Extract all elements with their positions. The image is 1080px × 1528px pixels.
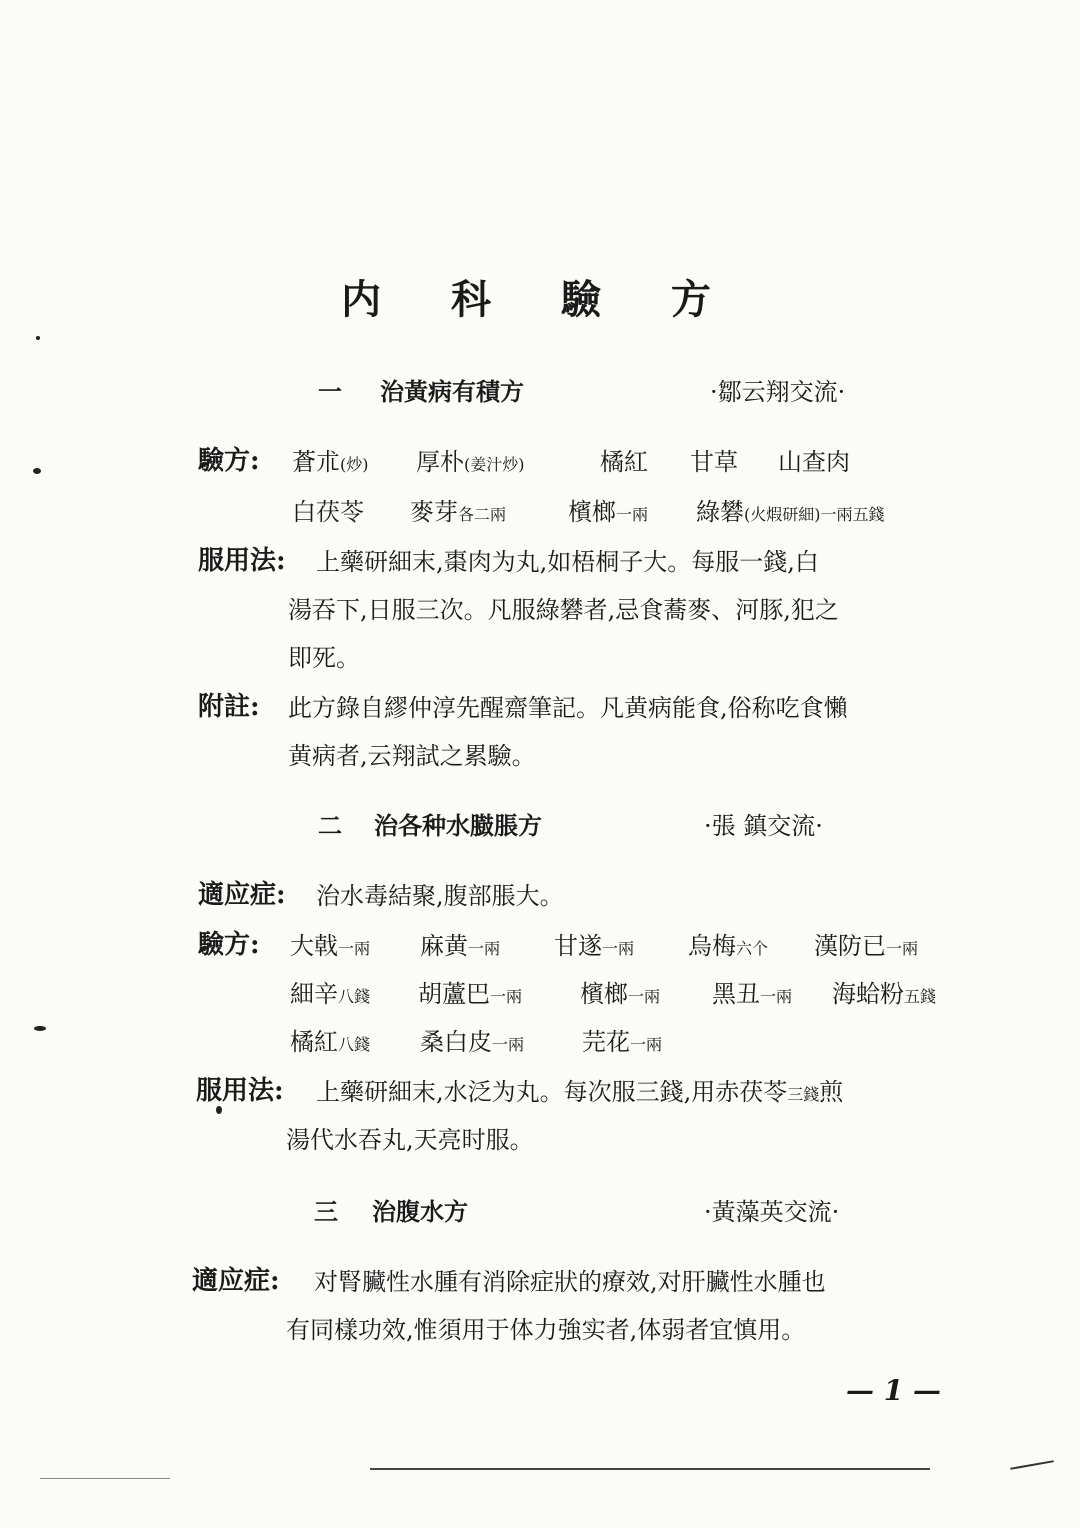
s2-herb: 桑白皮一兩	[420, 1028, 525, 1056]
section-2-number: 二	[318, 812, 342, 840]
s2-usage-line: 上藥研細末,水泛为丸。每次服三錢,用赤茯苓三錢煎	[316, 1078, 844, 1106]
s1-herb: 橘紅	[600, 448, 648, 476]
s1-usage-line: 上藥研細末,棗肉为丸,如梧桐子大。每服一錢,白	[316, 548, 819, 576]
scan-speck	[34, 1026, 46, 1031]
section-1-number: 一	[318, 378, 342, 406]
page-number: — 1 —	[846, 1374, 941, 1407]
s1-herb: 蒼朮(炒)	[292, 448, 369, 476]
s1-note-line: 黄病者,云翔試之累驗。	[288, 742, 536, 770]
scan-speck	[36, 336, 40, 340]
s1-usage-line: 湯吞下,日服三次。凡服綠礬者,忌食蕎麥、河豚,犯之	[288, 596, 839, 624]
s2-herb: 烏梅六个	[688, 932, 769, 960]
s2-herb: 甘遂一兩	[554, 932, 635, 960]
s2-herb: 麻黄一兩	[420, 932, 501, 960]
s1-yanfang-label: 驗方:	[198, 446, 260, 476]
scan-speck	[33, 468, 41, 474]
s1-herb: 白茯苓	[292, 498, 364, 526]
s3-indication-line: 对腎臟性水腫有消除症狀的療效,对肝臟性水腫也	[314, 1268, 826, 1296]
s1-herb: 麥芽各二兩	[410, 498, 507, 526]
s2-indication: 治水毒結聚,腹部脹大。	[316, 882, 564, 910]
s2-herb: 海蛤粉五錢	[832, 980, 937, 1008]
s2-usage-label: 服用法:	[196, 1076, 284, 1106]
s2-usage-line: 湯代水吞丸,天亮时服。	[286, 1126, 534, 1154]
s1-herb: 檳榔一兩	[568, 498, 649, 526]
section-2-contributor: ·張 鎮交流·	[704, 812, 823, 840]
section-1-contributor: ·鄒云翔交流·	[710, 378, 846, 406]
section-3-contributor: ·黃藻英交流·	[704, 1198, 840, 1226]
s2-herb: 漢防已一兩	[814, 932, 919, 960]
scan-line	[40, 1478, 170, 1479]
section-3-title: 治腹水方	[372, 1198, 468, 1226]
s1-note-line: 此方錄自繆仲淳先醒齋筆記。凡黄病能食,俗称吃食懶	[288, 694, 848, 722]
s2-yanfang-label: 驗方:	[198, 930, 260, 960]
section-1-title: 治黃病有積方	[380, 378, 524, 406]
s2-herb: 大戟一兩	[290, 932, 371, 960]
scan-speck	[216, 1106, 222, 1114]
s1-note-label: 附註:	[198, 692, 260, 722]
s1-herb: 甘草	[690, 448, 738, 476]
scan-line	[370, 1468, 930, 1470]
s2-indication-label: 適应症:	[198, 880, 286, 910]
s1-usage-line: 即死。	[288, 644, 360, 672]
s2-herb: 細辛八錢	[290, 980, 371, 1008]
s2-herb: 胡蘆巴一兩	[418, 980, 523, 1008]
s2-herb: 黑丑一兩	[712, 980, 793, 1008]
s3-indication-label: 適应症:	[192, 1266, 280, 1296]
s2-herb: 橘紅八錢	[290, 1028, 371, 1056]
s2-herb: 檳榔一兩	[580, 980, 661, 1008]
s3-indication-line: 有同樣功效,惟須用于体力強实者,体弱者宜慎用。	[286, 1316, 806, 1344]
s1-herb: 厚朴(姜汁炒)	[416, 448, 525, 476]
section-3-number: 三	[314, 1198, 338, 1226]
s1-herb: 山查肉	[778, 448, 850, 476]
s1-usage-label: 服用法:	[198, 546, 286, 576]
section-2-title: 治各种水臌脹方	[374, 812, 542, 840]
s2-herb: 芫花一兩	[582, 1028, 663, 1056]
scan-line	[1010, 1460, 1054, 1470]
page-title: 内 科 驗 方	[341, 276, 739, 323]
s1-herb: 綠礬(火煆研細)一兩五錢	[696, 498, 885, 526]
